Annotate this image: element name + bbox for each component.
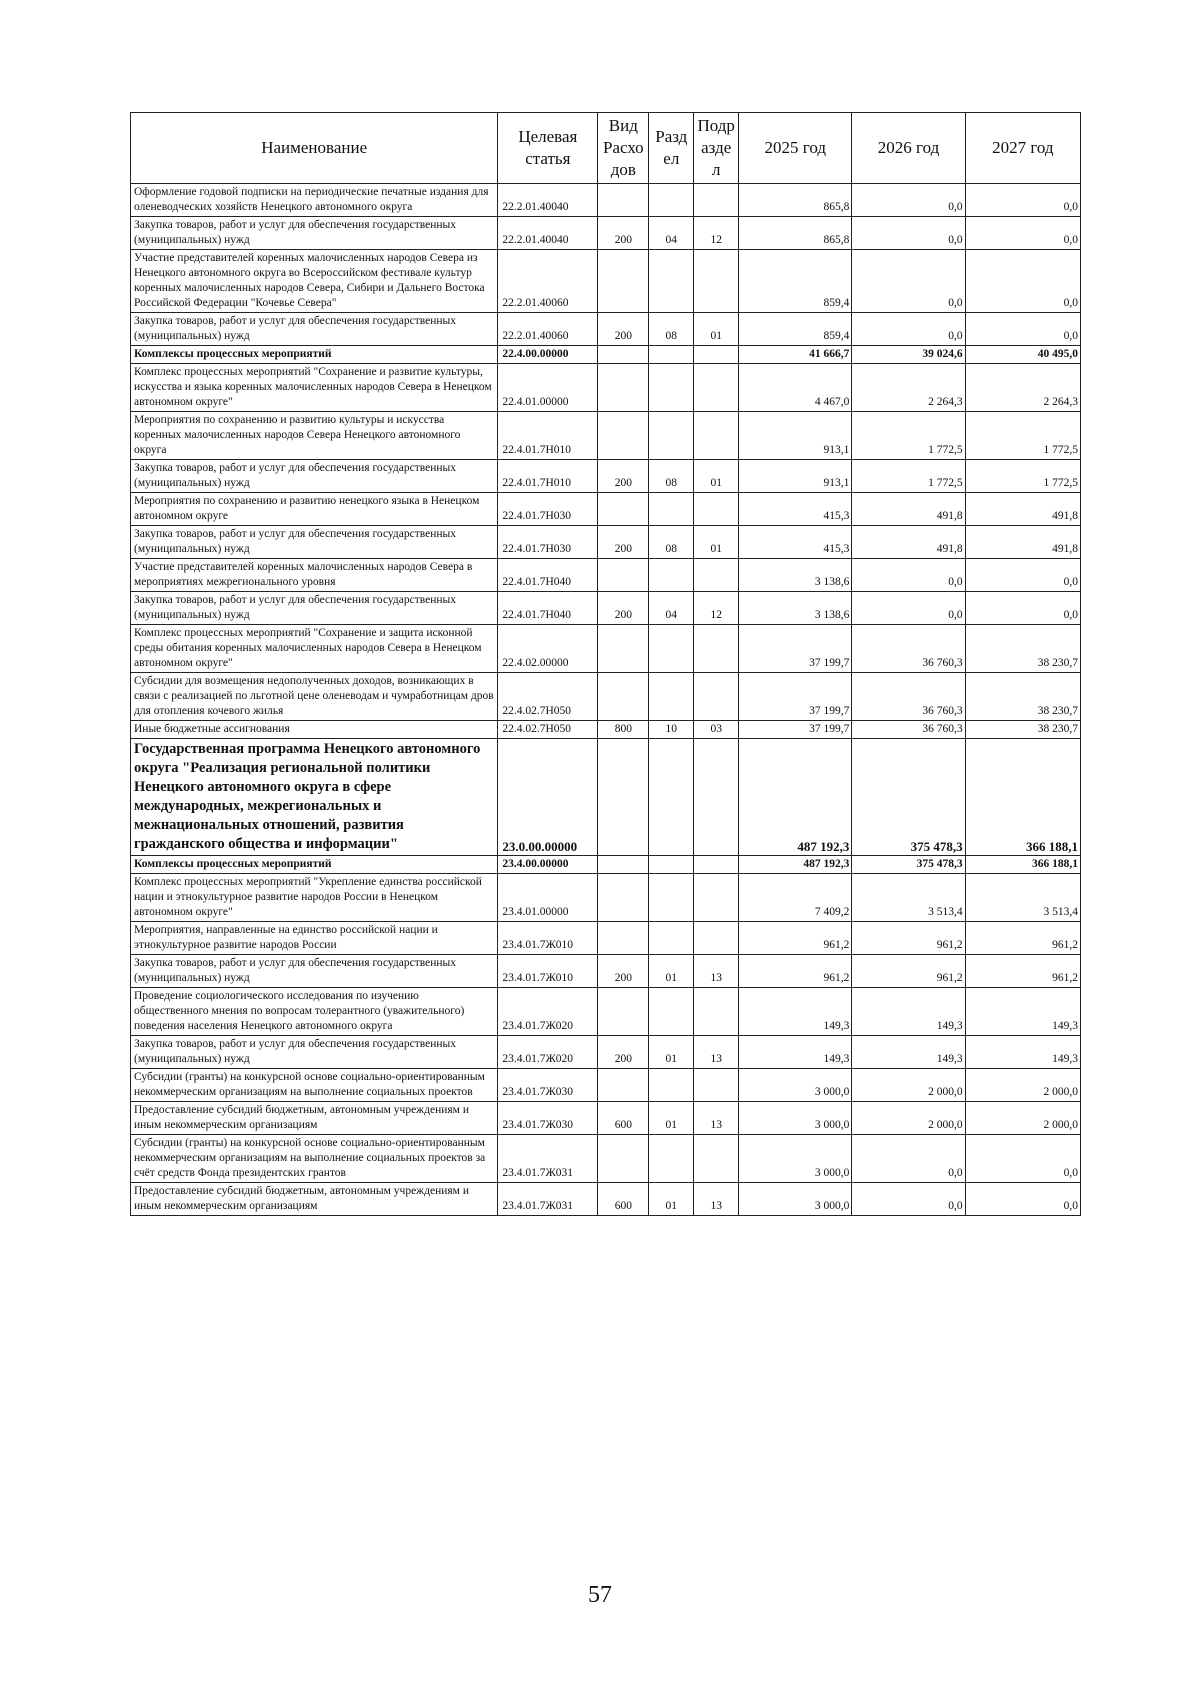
code-cell: 22.4.01.7Н030 (498, 526, 598, 559)
value-2026-cell: 375 478,3 (852, 856, 965, 874)
podrazdel-cell: 12 (694, 217, 739, 250)
header-2026: 2026 год (852, 113, 965, 184)
table-row (131, 526, 1081, 559)
table-row (131, 217, 1081, 250)
vid-cell: 200 (598, 1036, 649, 1069)
code-cell: 22.4.01.7Н040 (498, 559, 598, 592)
razdel-cell: 01 (649, 955, 694, 988)
name-cell: Закупка товаров, работ и услуг для обеспечения государственных (муниципальных) нужд (131, 313, 498, 346)
value-2025-cell: 859,4 (739, 313, 852, 346)
vid-cell: 200 (598, 460, 649, 493)
name-cell: Закупка товаров, работ и услуг для обеспечения государственных (муниципальных) нужд (131, 460, 498, 493)
value-2026-cell: 2 000,0 (852, 1102, 965, 1135)
value-2025-cell: 865,8 (739, 184, 852, 217)
podrazdel-cell: 01 (694, 526, 739, 559)
value-2026-cell: 0,0 (852, 559, 965, 592)
value-2027-cell: 0,0 (965, 1183, 1080, 1216)
value-2027-cell: 1 772,5 (965, 460, 1080, 493)
razdel-cell: 08 (649, 526, 694, 559)
vid-cell (598, 739, 649, 856)
podrazdel-cell (694, 673, 739, 721)
name-cell: Закупка товаров, работ и услуг для обеспечения государственных (муниципальных) нужд (131, 592, 498, 625)
vid-cell (598, 346, 649, 364)
vid-cell: 200 (598, 526, 649, 559)
name-cell: Участие представителей коренных малочисленных народов Севера из Ненецкого автономного округа во Всероссийском фестивале культур коренных малочисленных народов Севера, Сибири и Дальнего Востока Российской Федерации "Кочевье Севера" (131, 250, 498, 313)
value-2025-cell: 913,1 (739, 412, 852, 460)
razdel-cell (649, 1135, 694, 1183)
value-2027-cell: 491,8 (965, 493, 1080, 526)
value-2025-cell: 487 192,3 (739, 739, 852, 856)
vid-cell: 800 (598, 721, 649, 739)
podrazdel-cell (694, 874, 739, 922)
value-2025-cell: 3 000,0 (739, 1069, 852, 1102)
value-2025-cell: 859,4 (739, 250, 852, 313)
code-cell: 22.4.01.7Н030 (498, 493, 598, 526)
value-2026-cell: 36 760,3 (852, 673, 965, 721)
vid-cell (598, 1135, 649, 1183)
vid-cell (598, 184, 649, 217)
podrazdel-cell (694, 922, 739, 955)
razdel-cell (649, 412, 694, 460)
podrazdel-cell (694, 493, 739, 526)
razdel-cell: 08 (649, 313, 694, 346)
name-cell: Субсидии для возмещения недополученных доходов, возникающих в связи с реализацией по льготной цене оленеводам и чумработницам дров для отопления кочевого жилья (131, 673, 498, 721)
value-2025-cell: 961,2 (739, 955, 852, 988)
name-cell: Закупка товаров, работ и услуг для обеспечения государственных (муниципальных) нужд (131, 217, 498, 250)
header-podrazdel: Подр азде л (694, 113, 739, 184)
table-row (131, 1069, 1081, 1102)
podrazdel-cell: 13 (694, 1036, 739, 1069)
value-2027-cell: 3 513,4 (965, 874, 1080, 922)
razdel-cell: 04 (649, 217, 694, 250)
table-row (131, 625, 1081, 673)
table-row (131, 1183, 1081, 1216)
vid-cell (598, 559, 649, 592)
table-row (131, 412, 1081, 460)
table-row (131, 460, 1081, 493)
value-2027-cell: 491,8 (965, 526, 1080, 559)
razdel-cell (649, 346, 694, 364)
name-cell: Проведение социологического исследования по изучению общественного мнения по вопросам толерантного (уважительного) поведения населения Ненецкого автономного округа (131, 988, 498, 1036)
value-2027-cell: 2 000,0 (965, 1102, 1080, 1135)
table-row (131, 955, 1081, 988)
razdel-cell: 01 (649, 1102, 694, 1135)
name-cell: Оформление годовой подписки на периодические печатные издания для оленеводческих хозяйств Ненецкого автономного округа (131, 184, 498, 217)
value-2026-cell: 1 772,5 (852, 460, 965, 493)
razdel-cell: 08 (649, 460, 694, 493)
value-2026-cell: 0,0 (852, 217, 965, 250)
code-cell: 23.4.01.7Ж030 (498, 1069, 598, 1102)
table-row (131, 250, 1081, 313)
razdel-cell: 01 (649, 1036, 694, 1069)
razdel-cell (649, 625, 694, 673)
table-row (131, 721, 1081, 739)
podrazdel-cell (694, 559, 739, 592)
value-2027-cell: 38 230,7 (965, 721, 1080, 739)
razdel-cell (649, 493, 694, 526)
podrazdel-cell (694, 739, 739, 856)
value-2026-cell: 1 772,5 (852, 412, 965, 460)
table-row (131, 493, 1081, 526)
podrazdel-cell: 01 (694, 313, 739, 346)
value-2027-cell: 961,2 (965, 922, 1080, 955)
razdel-cell (649, 874, 694, 922)
table-row (131, 856, 1081, 874)
value-2027-cell: 366 188,1 (965, 739, 1080, 856)
value-2027-cell: 366 188,1 (965, 856, 1080, 874)
header-vid: Вид Расхо дов (598, 113, 649, 184)
name-cell: Мероприятия, направленные на единство российской нации и этнокультурное развитие народов России (131, 922, 498, 955)
value-2026-cell: 0,0 (852, 313, 965, 346)
table-body (131, 184, 1081, 1216)
vid-cell (598, 250, 649, 313)
code-cell: 23.0.00.00000 (498, 739, 598, 856)
table-row (131, 592, 1081, 625)
table-row (131, 739, 1081, 856)
razdel-cell (649, 1069, 694, 1102)
vid-cell: 200 (598, 592, 649, 625)
value-2025-cell: 415,3 (739, 493, 852, 526)
value-2026-cell: 375 478,3 (852, 739, 965, 856)
value-2025-cell: 149,3 (739, 1036, 852, 1069)
razdel-cell (649, 184, 694, 217)
value-2026-cell: 149,3 (852, 1036, 965, 1069)
value-2026-cell: 0,0 (852, 250, 965, 313)
vid-cell (598, 988, 649, 1036)
vid-cell (598, 856, 649, 874)
table-row (131, 1102, 1081, 1135)
code-cell: 23.4.01.7Ж010 (498, 922, 598, 955)
value-2026-cell: 491,8 (852, 526, 965, 559)
name-cell: Комплексы процессных мероприятий (131, 346, 498, 364)
name-cell: Комплексы процессных мероприятий (131, 856, 498, 874)
razdel-cell: 10 (649, 721, 694, 739)
value-2025-cell: 913,1 (739, 460, 852, 493)
vid-cell: 600 (598, 1102, 649, 1135)
code-cell: 23.4.01.7Ж031 (498, 1183, 598, 1216)
value-2027-cell: 2 000,0 (965, 1069, 1080, 1102)
table-row (131, 1036, 1081, 1069)
value-2025-cell: 4 467,0 (739, 364, 852, 412)
value-2025-cell: 37 199,7 (739, 673, 852, 721)
value-2026-cell: 36 760,3 (852, 721, 965, 739)
name-cell: Комплекс процессных мероприятий "Сохранение и развитие культуры, искусства и языка коренных малочисленных народов Севера в Ненецком автономном округе" (131, 364, 498, 412)
value-2026-cell: 39 024,6 (852, 346, 965, 364)
name-cell: Иные бюджетные ассигнования (131, 721, 498, 739)
podrazdel-cell: 01 (694, 460, 739, 493)
name-cell: Предоставление субсидий бюджетным, автономным учреждениям и иным некоммерческим организациям (131, 1102, 498, 1135)
name-cell: Субсидии (гранты) на конкурсной основе социально-ориентированным некоммерческим организациям на выполнение социальных проектов (131, 1069, 498, 1102)
code-cell: 22.4.01.00000 (498, 364, 598, 412)
vid-cell (598, 412, 649, 460)
name-cell: Комплекс процессных мероприятий "Укрепление единства российской нации и этнокультурное развитие народов России в Ненецком автономном округе" (131, 874, 498, 922)
value-2025-cell: 37 199,7 (739, 625, 852, 673)
name-cell: Мероприятия по сохранению и развитию ненецкого языка в Ненецком автономном округе (131, 493, 498, 526)
value-2027-cell: 961,2 (965, 955, 1080, 988)
value-2025-cell: 149,3 (739, 988, 852, 1036)
value-2026-cell: 36 760,3 (852, 625, 965, 673)
name-cell: Мероприятия по сохранению и развитию культуры и искусства коренных малочисленных народов Севера Ненецкого автономного округа (131, 412, 498, 460)
value-2025-cell: 961,2 (739, 922, 852, 955)
table-row (131, 673, 1081, 721)
value-2025-cell: 3 000,0 (739, 1135, 852, 1183)
name-cell: Государственная программа Ненецкого автономного округа "Реализация региональной политики Ненецкого автономного округа в сфере международных, межрегиональных и межнациональных отношений, развития гражданского общества и информации" (131, 739, 498, 856)
value-2025-cell: 37 199,7 (739, 721, 852, 739)
vid-cell (598, 874, 649, 922)
header-razdel: Разд ел (649, 113, 694, 184)
razdel-cell: 01 (649, 1183, 694, 1216)
vid-cell: 200 (598, 955, 649, 988)
code-cell: 23.4.01.00000 (498, 874, 598, 922)
value-2027-cell: 0,0 (965, 184, 1080, 217)
podrazdel-cell (694, 412, 739, 460)
value-2026-cell: 0,0 (852, 592, 965, 625)
code-cell: 23.4.01.7Ж010 (498, 955, 598, 988)
razdel-cell (649, 250, 694, 313)
podrazdel-cell (694, 346, 739, 364)
name-cell: Закупка товаров, работ и услуг для обеспечения государственных (муниципальных) нужд (131, 526, 498, 559)
vid-cell: 600 (598, 1183, 649, 1216)
table-row (131, 346, 1081, 364)
podrazdel-cell (694, 1069, 739, 1102)
code-cell: 23.4.01.7Ж020 (498, 988, 598, 1036)
value-2027-cell: 0,0 (965, 217, 1080, 250)
razdel-cell (649, 673, 694, 721)
vid-cell (598, 1069, 649, 1102)
code-cell: 23.4.01.7Ж020 (498, 1036, 598, 1069)
value-2025-cell: 41 666,7 (739, 346, 852, 364)
value-2025-cell: 865,8 (739, 217, 852, 250)
header-2027: 2027 год (965, 113, 1080, 184)
value-2026-cell: 491,8 (852, 493, 965, 526)
podrazdel-cell (694, 856, 739, 874)
podrazdel-cell (694, 184, 739, 217)
table-header-row (131, 113, 1081, 184)
table-row (131, 874, 1081, 922)
table-row (131, 313, 1081, 346)
vid-cell (598, 673, 649, 721)
value-2026-cell: 0,0 (852, 1183, 965, 1216)
vid-cell (598, 364, 649, 412)
code-cell: 22.4.02.00000 (498, 625, 598, 673)
value-2025-cell: 7 409,2 (739, 874, 852, 922)
code-cell: 22.2.01.40060 (498, 250, 598, 313)
code-cell: 22.4.01.7Н040 (498, 592, 598, 625)
vid-cell: 200 (598, 313, 649, 346)
razdel-cell (649, 922, 694, 955)
value-2027-cell: 0,0 (965, 559, 1080, 592)
value-2026-cell: 149,3 (852, 988, 965, 1036)
header-name: Наименование (131, 113, 498, 184)
value-2026-cell: 2 000,0 (852, 1069, 965, 1102)
podrazdel-cell (694, 988, 739, 1036)
podrazdel-cell (694, 625, 739, 673)
budget-table (130, 112, 1081, 1216)
value-2027-cell: 0,0 (965, 592, 1080, 625)
value-2025-cell: 3 000,0 (739, 1183, 852, 1216)
code-cell: 22.2.01.40040 (498, 217, 598, 250)
table-row (131, 988, 1081, 1036)
podrazdel-cell (694, 364, 739, 412)
razdel-cell (649, 364, 694, 412)
value-2025-cell: 3 138,6 (739, 592, 852, 625)
podrazdel-cell: 13 (694, 1183, 739, 1216)
code-cell: 22.4.01.7Н010 (498, 412, 598, 460)
razdel-cell (649, 559, 694, 592)
value-2027-cell: 38 230,7 (965, 625, 1080, 673)
code-cell: 23.4.00.00000 (498, 856, 598, 874)
name-cell: Закупка товаров, работ и услуг для обеспечения государственных (муниципальных) нужд (131, 1036, 498, 1069)
value-2026-cell: 3 513,4 (852, 874, 965, 922)
podrazdel-cell: 03 (694, 721, 739, 739)
podrazdel-cell (694, 250, 739, 313)
table-row (131, 559, 1081, 592)
razdel-cell (649, 856, 694, 874)
podrazdel-cell: 12 (694, 592, 739, 625)
value-2027-cell: 149,3 (965, 988, 1080, 1036)
name-cell: Закупка товаров, работ и услуг для обеспечения государственных (муниципальных) нужд (131, 955, 498, 988)
value-2026-cell: 0,0 (852, 1135, 965, 1183)
value-2025-cell: 3 000,0 (739, 1102, 852, 1135)
podrazdel-cell (694, 1135, 739, 1183)
header-2025: 2025 год (739, 113, 852, 184)
value-2026-cell: 2 264,3 (852, 364, 965, 412)
code-cell: 22.4.00.00000 (498, 346, 598, 364)
name-cell: Участие представителей коренных малочисленных народов Севера в мероприятиях межрегионального уровня (131, 559, 498, 592)
value-2027-cell: 149,3 (965, 1036, 1080, 1069)
table-row (131, 184, 1081, 217)
value-2027-cell: 2 264,3 (965, 364, 1080, 412)
code-cell: 22.4.02.7Н050 (498, 721, 598, 739)
podrazdel-cell: 13 (694, 955, 739, 988)
page-number: 57 (588, 1582, 612, 1608)
value-2027-cell: 1 772,5 (965, 412, 1080, 460)
value-2027-cell: 0,0 (965, 1135, 1080, 1183)
name-cell: Предоставление субсидий бюджетным, автономным учреждениям и иным некоммерческим организациям (131, 1183, 498, 1216)
table-row (131, 364, 1081, 412)
razdel-cell: 04 (649, 592, 694, 625)
value-2025-cell: 3 138,6 (739, 559, 852, 592)
table-row (131, 922, 1081, 955)
podrazdel-cell: 13 (694, 1102, 739, 1135)
code-cell: 22.2.01.40060 (498, 313, 598, 346)
vid-cell: 200 (598, 217, 649, 250)
code-cell: 22.4.02.7Н050 (498, 673, 598, 721)
vid-cell (598, 493, 649, 526)
code-cell: 23.4.01.7Ж030 (498, 1102, 598, 1135)
razdel-cell (649, 739, 694, 856)
value-2027-cell: 0,0 (965, 250, 1080, 313)
value-2027-cell: 0,0 (965, 313, 1080, 346)
value-2026-cell: 0,0 (852, 184, 965, 217)
code-cell: 22.4.01.7Н010 (498, 460, 598, 493)
code-cell: 23.4.01.7Ж031 (498, 1135, 598, 1183)
value-2025-cell: 415,3 (739, 526, 852, 559)
name-cell: Комплекс процессных мероприятий "Сохранение и защита исконной среды обитания коренных малочисленных народов Севера в Ненецком автономном округе" (131, 625, 498, 673)
razdel-cell (649, 988, 694, 1036)
value-2026-cell: 961,2 (852, 922, 965, 955)
value-2026-cell: 961,2 (852, 955, 965, 988)
value-2027-cell: 40 495,0 (965, 346, 1080, 364)
name-cell: Субсидии (гранты) на конкурсной основе социально-ориентированным некоммерческим организациям на выполнение социальных проектов за счёт средств Фонда президентских грантов (131, 1135, 498, 1183)
table-row (131, 1135, 1081, 1183)
vid-cell (598, 625, 649, 673)
value-2025-cell: 487 192,3 (739, 856, 852, 874)
vid-cell (598, 922, 649, 955)
value-2027-cell: 38 230,7 (965, 673, 1080, 721)
code-cell: 22.2.01.40040 (498, 184, 598, 217)
header-code: Целевая статья (498, 113, 598, 184)
